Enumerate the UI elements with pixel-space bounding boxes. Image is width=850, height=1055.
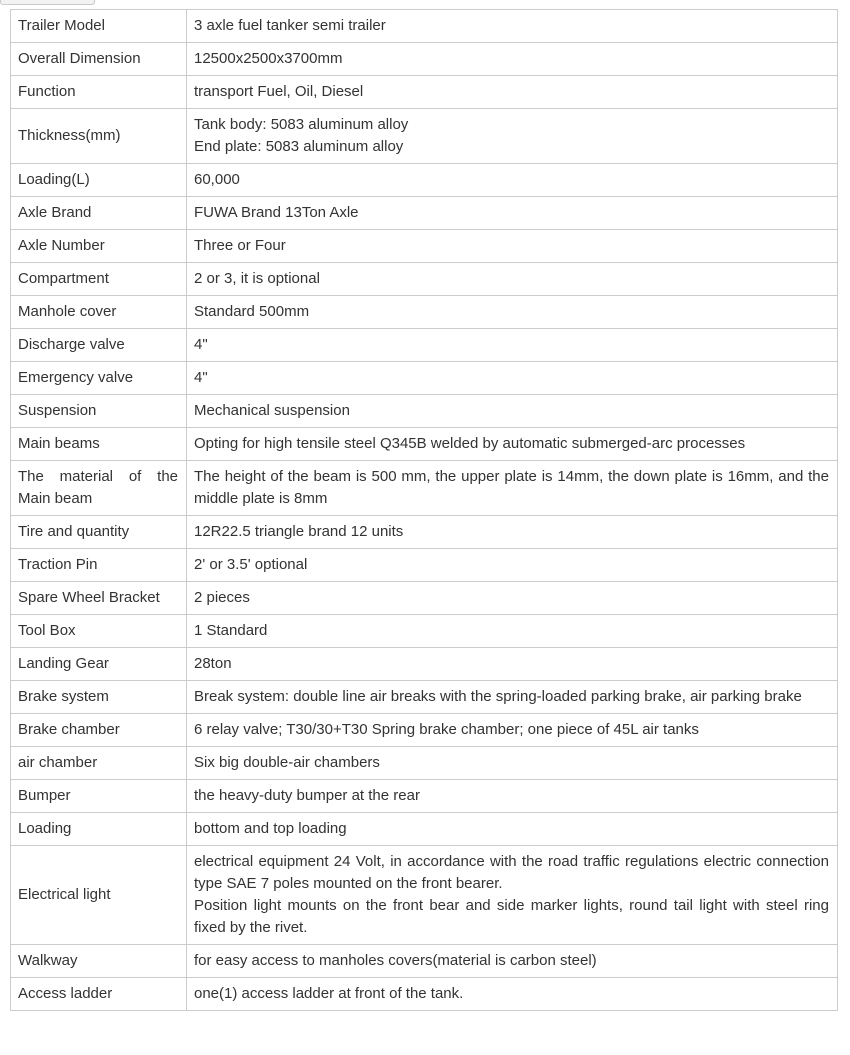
table-row bbox=[11, 230, 838, 263]
spec-value: Standard 500mm bbox=[187, 296, 838, 329]
spec-label: Manhole cover bbox=[11, 296, 187, 329]
spec-value: bottom and top loading bbox=[187, 813, 838, 846]
cropped-element-top-left bbox=[0, 0, 95, 5]
table-row bbox=[11, 549, 838, 582]
spec-label: Trailer Model bbox=[11, 10, 187, 43]
spec-label: Suspension bbox=[11, 395, 187, 428]
spec-value: the heavy-duty bumper at the rear bbox=[187, 780, 838, 813]
spec-value: Six big double-air chambers bbox=[187, 747, 838, 780]
spec-value: 4" bbox=[187, 362, 838, 395]
spec-label: Traction Pin bbox=[11, 549, 187, 582]
spec-label: Compartment bbox=[11, 263, 187, 296]
spec-label: Access ladder bbox=[11, 978, 187, 1011]
spec-table-body bbox=[11, 10, 838, 1011]
spec-label: Tool Box bbox=[11, 615, 187, 648]
table-row bbox=[11, 780, 838, 813]
table-row bbox=[11, 43, 838, 76]
spec-value: Opting for high tensile steel Q345B welded by automatic submerged-arc processes bbox=[187, 428, 838, 461]
table-row bbox=[11, 714, 838, 747]
spec-label: Main beams bbox=[11, 428, 187, 461]
spec-value: 12R22.5 triangle brand 12 units bbox=[187, 516, 838, 549]
spec-value: 2 pieces bbox=[187, 582, 838, 615]
spec-value: The height of the beam is 500 mm, the upper plate is 14mm, the down plate is 16mm, and the middle plate is 8mm bbox=[187, 461, 838, 516]
table-row bbox=[11, 395, 838, 428]
spec-value: 60,000 bbox=[187, 164, 838, 197]
spec-label: Bumper bbox=[11, 780, 187, 813]
table-row bbox=[11, 197, 838, 230]
spec-value: transport Fuel, Oil, Diesel bbox=[187, 76, 838, 109]
table-row bbox=[11, 945, 838, 978]
spec-label: Loading(L) bbox=[11, 164, 187, 197]
spec-label: Spare Wheel Bracket bbox=[11, 582, 187, 615]
table-row bbox=[11, 296, 838, 329]
spec-value: 2 or 3, it is optional bbox=[187, 263, 838, 296]
table-row bbox=[11, 76, 838, 109]
table-row bbox=[11, 978, 838, 1011]
spec-label: Thickness(mm) bbox=[11, 109, 187, 164]
spec-label: Landing Gear bbox=[11, 648, 187, 681]
spec-value: 6 relay valve; T30/30+T30 Spring brake chamber; one piece of 45L air tanks bbox=[187, 714, 838, 747]
spec-value: Tank body: 5083 aluminum alloy End plate: 5083 aluminum alloy bbox=[187, 109, 838, 164]
table-row bbox=[11, 428, 838, 461]
table-row bbox=[11, 846, 838, 945]
spec-label: Overall Dimension bbox=[11, 43, 187, 76]
spec-label: Tire and quantity bbox=[11, 516, 187, 549]
spec-label: Loading bbox=[11, 813, 187, 846]
spec-value: 1 Standard bbox=[187, 615, 838, 648]
spec-label: Discharge valve bbox=[11, 329, 187, 362]
table-row bbox=[11, 648, 838, 681]
table-row bbox=[11, 582, 838, 615]
table-row bbox=[11, 329, 838, 362]
table-row bbox=[11, 164, 838, 197]
table-row bbox=[11, 109, 838, 164]
spec-value: FUWA Brand 13Ton Axle bbox=[187, 197, 838, 230]
spec-value: 4" bbox=[187, 329, 838, 362]
spec-table bbox=[10, 9, 838, 1011]
table-row bbox=[11, 461, 838, 516]
spec-value: 12500x2500x3700mm bbox=[187, 43, 838, 76]
spec-value: Mechanical suspension bbox=[187, 395, 838, 428]
spec-value: Three or Four bbox=[187, 230, 838, 263]
spec-value: 2' or 3.5' optional bbox=[187, 549, 838, 582]
table-row bbox=[11, 813, 838, 846]
spec-label: Axle Brand bbox=[11, 197, 187, 230]
spec-label: Axle Number bbox=[11, 230, 187, 263]
table-row bbox=[11, 263, 838, 296]
spec-label: Brake system bbox=[11, 681, 187, 714]
spec-label: Walkway bbox=[11, 945, 187, 978]
spec-value: electrical equipment 24 Volt, in accordance with the road traffic regulations electric connection type SAE 7 poles mounted on the front bearer. Position light mounts on the front bear and side marker lights, round tail light with steel ring fixed by the rivet. bbox=[187, 846, 838, 945]
spec-label: Brake chamber bbox=[11, 714, 187, 747]
spec-value: for easy access to manholes covers(material is carbon steel) bbox=[187, 945, 838, 978]
table-row bbox=[11, 10, 838, 43]
table-row bbox=[11, 362, 838, 395]
spec-value: Break system: double line air breaks with the spring-loaded parking brake, air parking brake bbox=[187, 681, 838, 714]
spec-label: air chamber bbox=[11, 747, 187, 780]
spec-label: The material of the Main beam bbox=[11, 461, 187, 516]
spec-value: 3 axle fuel tanker semi trailer bbox=[187, 10, 838, 43]
table-row bbox=[11, 516, 838, 549]
spec-label: Function bbox=[11, 76, 187, 109]
table-row bbox=[11, 681, 838, 714]
spec-label: Electrical light bbox=[11, 846, 187, 945]
spec-label: Emergency valve bbox=[11, 362, 187, 395]
table-row bbox=[11, 747, 838, 780]
table-row bbox=[11, 615, 838, 648]
spec-value: one(1) access ladder at front of the tank. bbox=[187, 978, 838, 1011]
spec-value: 28ton bbox=[187, 648, 838, 681]
